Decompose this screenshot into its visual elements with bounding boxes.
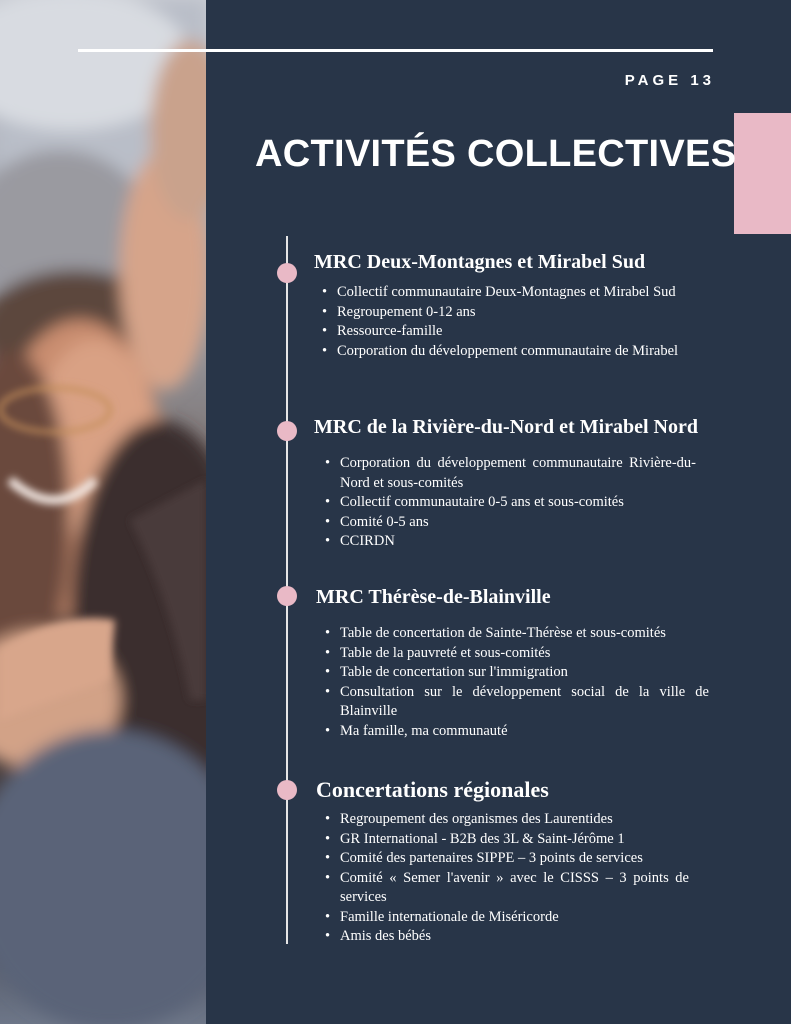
list-item: • Ma famille, ma communauté — [321, 722, 709, 742]
list-item: • Comité « Semer l'avenir » avec le CISSS – 3 points de services — [321, 869, 689, 908]
list-item: • CCIRDN — [321, 532, 696, 552]
list-item: • GR International - B2B des 3L & Saint-Jérôme 1 — [321, 830, 689, 850]
header-rule — [78, 49, 713, 52]
list-item: • Corporation du développement communautaire Rivière-du-Nord et sous-comités — [321, 454, 696, 493]
list-item: • Comité des partenaires SIPPE – 3 points de services — [321, 849, 689, 869]
section-heading: MRC Deux-Montagnes et Mirabel Sud — [314, 251, 646, 273]
page-number: PAGE 13 — [624, 72, 715, 89]
section-heading: MRC Thérèse-de-Blainville — [316, 586, 551, 608]
list-item: • Amis des bébés — [321, 927, 689, 947]
timeline-dot — [277, 780, 297, 800]
section-heading: MRC de la Rivière-du-Nord et Mirabel Nord — [314, 416, 699, 438]
list-item: • Table de concertation sur l'immigration — [321, 663, 709, 683]
list-item: • Comité 0-5 ans — [321, 513, 696, 533]
list-item: • Table de la pauvreté et sous-comités — [321, 644, 709, 664]
list-item: • Regroupement des organismes des Laurentides — [321, 810, 689, 830]
section-list — [318, 283, 696, 361]
list-item: • Table de concertation de Sainte-Thérèse et sous-comités — [321, 624, 709, 644]
section-list — [321, 454, 696, 552]
list-item: • Regroupement 0-12 ans — [318, 303, 696, 323]
list-item: • Consultation sur le développement social de la ville de Blainville — [321, 683, 709, 722]
photo-illustration — [0, 0, 206, 1024]
photo-laughing-people — [0, 0, 206, 1024]
accent-block — [734, 113, 791, 234]
list-item: • Famille internationale de Miséricorde — [321, 908, 689, 928]
timeline-dot — [277, 263, 297, 283]
list-item: • Collectif communautaire 0-5 ans et sous-comités — [321, 493, 696, 513]
list-item: • Collectif communautaire Deux-Montagnes et Mirabel Sud — [318, 283, 696, 303]
section-list — [321, 624, 709, 741]
list-item: • Corporation du développement communautaire de Mirabel — [318, 342, 696, 362]
timeline-dot — [277, 421, 297, 441]
timeline-dot — [277, 586, 297, 606]
page-title: ACTIVITÉS COLLECTIVES — [255, 133, 737, 175]
list-item: • Ressource-famille — [318, 322, 696, 342]
section-list — [321, 810, 689, 947]
section-heading: Concertations régionales — [316, 777, 549, 802]
